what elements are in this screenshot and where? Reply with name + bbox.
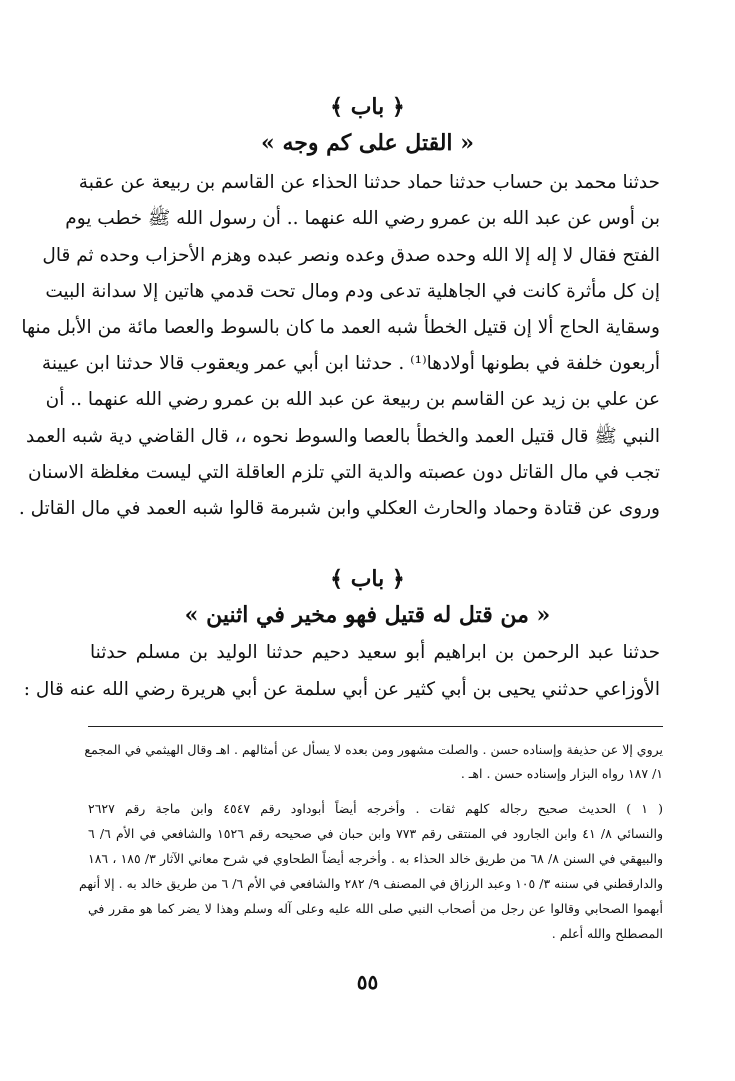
chapter-heading-bab-2: ﴿ باب ﴾ [330,566,405,592]
chapter-heading-bab-1: ﴿ باب ﴾ [330,94,405,120]
text-line: وسقاية الحاج ألا إن قتيل الخطأ شبه العمد ما كان بالسوط والعصا مائة من الأبل منها [21,317,660,338]
footnote-line: ( ١ ) الحديث صحيح رجاله كلهم ثقات . وأخرجه أيضاً أبوداود رقم ٤٥٤٧ وابن ماجة رقم ٢٦٢٧ [88,801,663,816]
text-line: حدثنا عبد الرحمن بن ابراهيم أبو سعيد دحيم حدثنا الوليد بن مسلم حدثنا [90,642,660,663]
page-number: ٥٥ [356,970,379,994]
text-line: بن أوس عن عبد الله بن عمرو رضي الله عنهما .. أن رسول الله ﷺ خطب يوم [65,208,660,229]
text-line: الفتح فقال لا إله إلا الله وحده صدق وعده ونصر عبده وهزم الأحزاب وحده ثم قال [42,245,660,266]
text-line: تجب في مال القاتل دون عصبته والدية التي تلزم العاقلة التي ليست مغلظة الاسنان [28,462,660,483]
footnote-line: أبهموا الصحابي وقالوا عن رجل من أصحاب النبي صلى الله عليه وعلى آله وسلم وهذا لا يضر كما هو مقرر في [88,901,663,916]
footnote-line: يروي إلا عن حذيفة وإسناده حسن . والصلت مشهور ومن بعده لا يسأل عن أمثالهم . اهـ وقال الهيثمي في المجمع [84,742,663,757]
footnote-line: والدارقطني في سننه ٣/ ١٠٥ وعبد الرزاق في المصنف ٩/ ٢٨٢ والشافعي في الأم ٦/ ٦ من طريق خالد به . إلا أنهم [79,876,663,891]
footnote-line: المصطلح والله أعلم . [551,926,663,941]
text-line: الأوزاعي حدثني يحيى بن أبي كثير عن أبي سلمة عن أبي هريرة رضي الله عنه قال : [23,679,660,700]
footnote-line: والبيهقي في السنن ٨/ ٦٨ من طريق خالد الحذاء به . وأخرجه أيضاً الطحاوي في شرح معاني الآثار ٣/ ١٨٥ ، ١٨٦ [88,851,664,866]
chapter-title-2: « من قتل له قتيل فهو مخير في اثنين » [184,602,551,628]
footnote-line: والنسائي ٨/ ٤١ وابن الجارود في المنتقى رقم ٧٧٣ وابن حبان في صحيحه رقم ١٥٢٦ والشافعي في الأم ٦/ ٦ [88,826,663,841]
text-line: حدثنا محمد بن حساب حدثنا حماد حدثنا الحذاء عن القاسم بن ربيعة عن عقبة [78,172,660,193]
chapter-title-1: « القتل على كم وجه » [261,130,474,156]
text-line: أربعون خلفة في بطونها أولادها⁽¹⁾ . حدثنا ابن أبي عمر ويعقوب قالا حدثنا ابن عيينة [41,353,660,374]
text-line: إن كل مأثرة كانت في الجاهلية تدعى ودم ومال تحت قدمي هاتين إلا سدانة البيت [45,281,660,302]
text-line: وروى عن قتادة وحماد والحارث العكلي وابن شبرمة قالوا شبه العمد في مال القاتل . [18,498,660,519]
text-line: النبي ﷺ قال قتيل العمد والخطأ بالعصا والسوط نحوه ،، قال القاضي دية شبه العمد [26,426,660,447]
footnote-line: ١/ ١٨٧ رواه البزار وإسناده حسن . اهـ . [460,766,663,781]
footnote-separator [88,726,663,727]
text-line: عن علي بن زيد عن القاسم بن ربيعة عن عبد الله بن عمرو رضي الله عنهما .. أن [45,389,660,410]
